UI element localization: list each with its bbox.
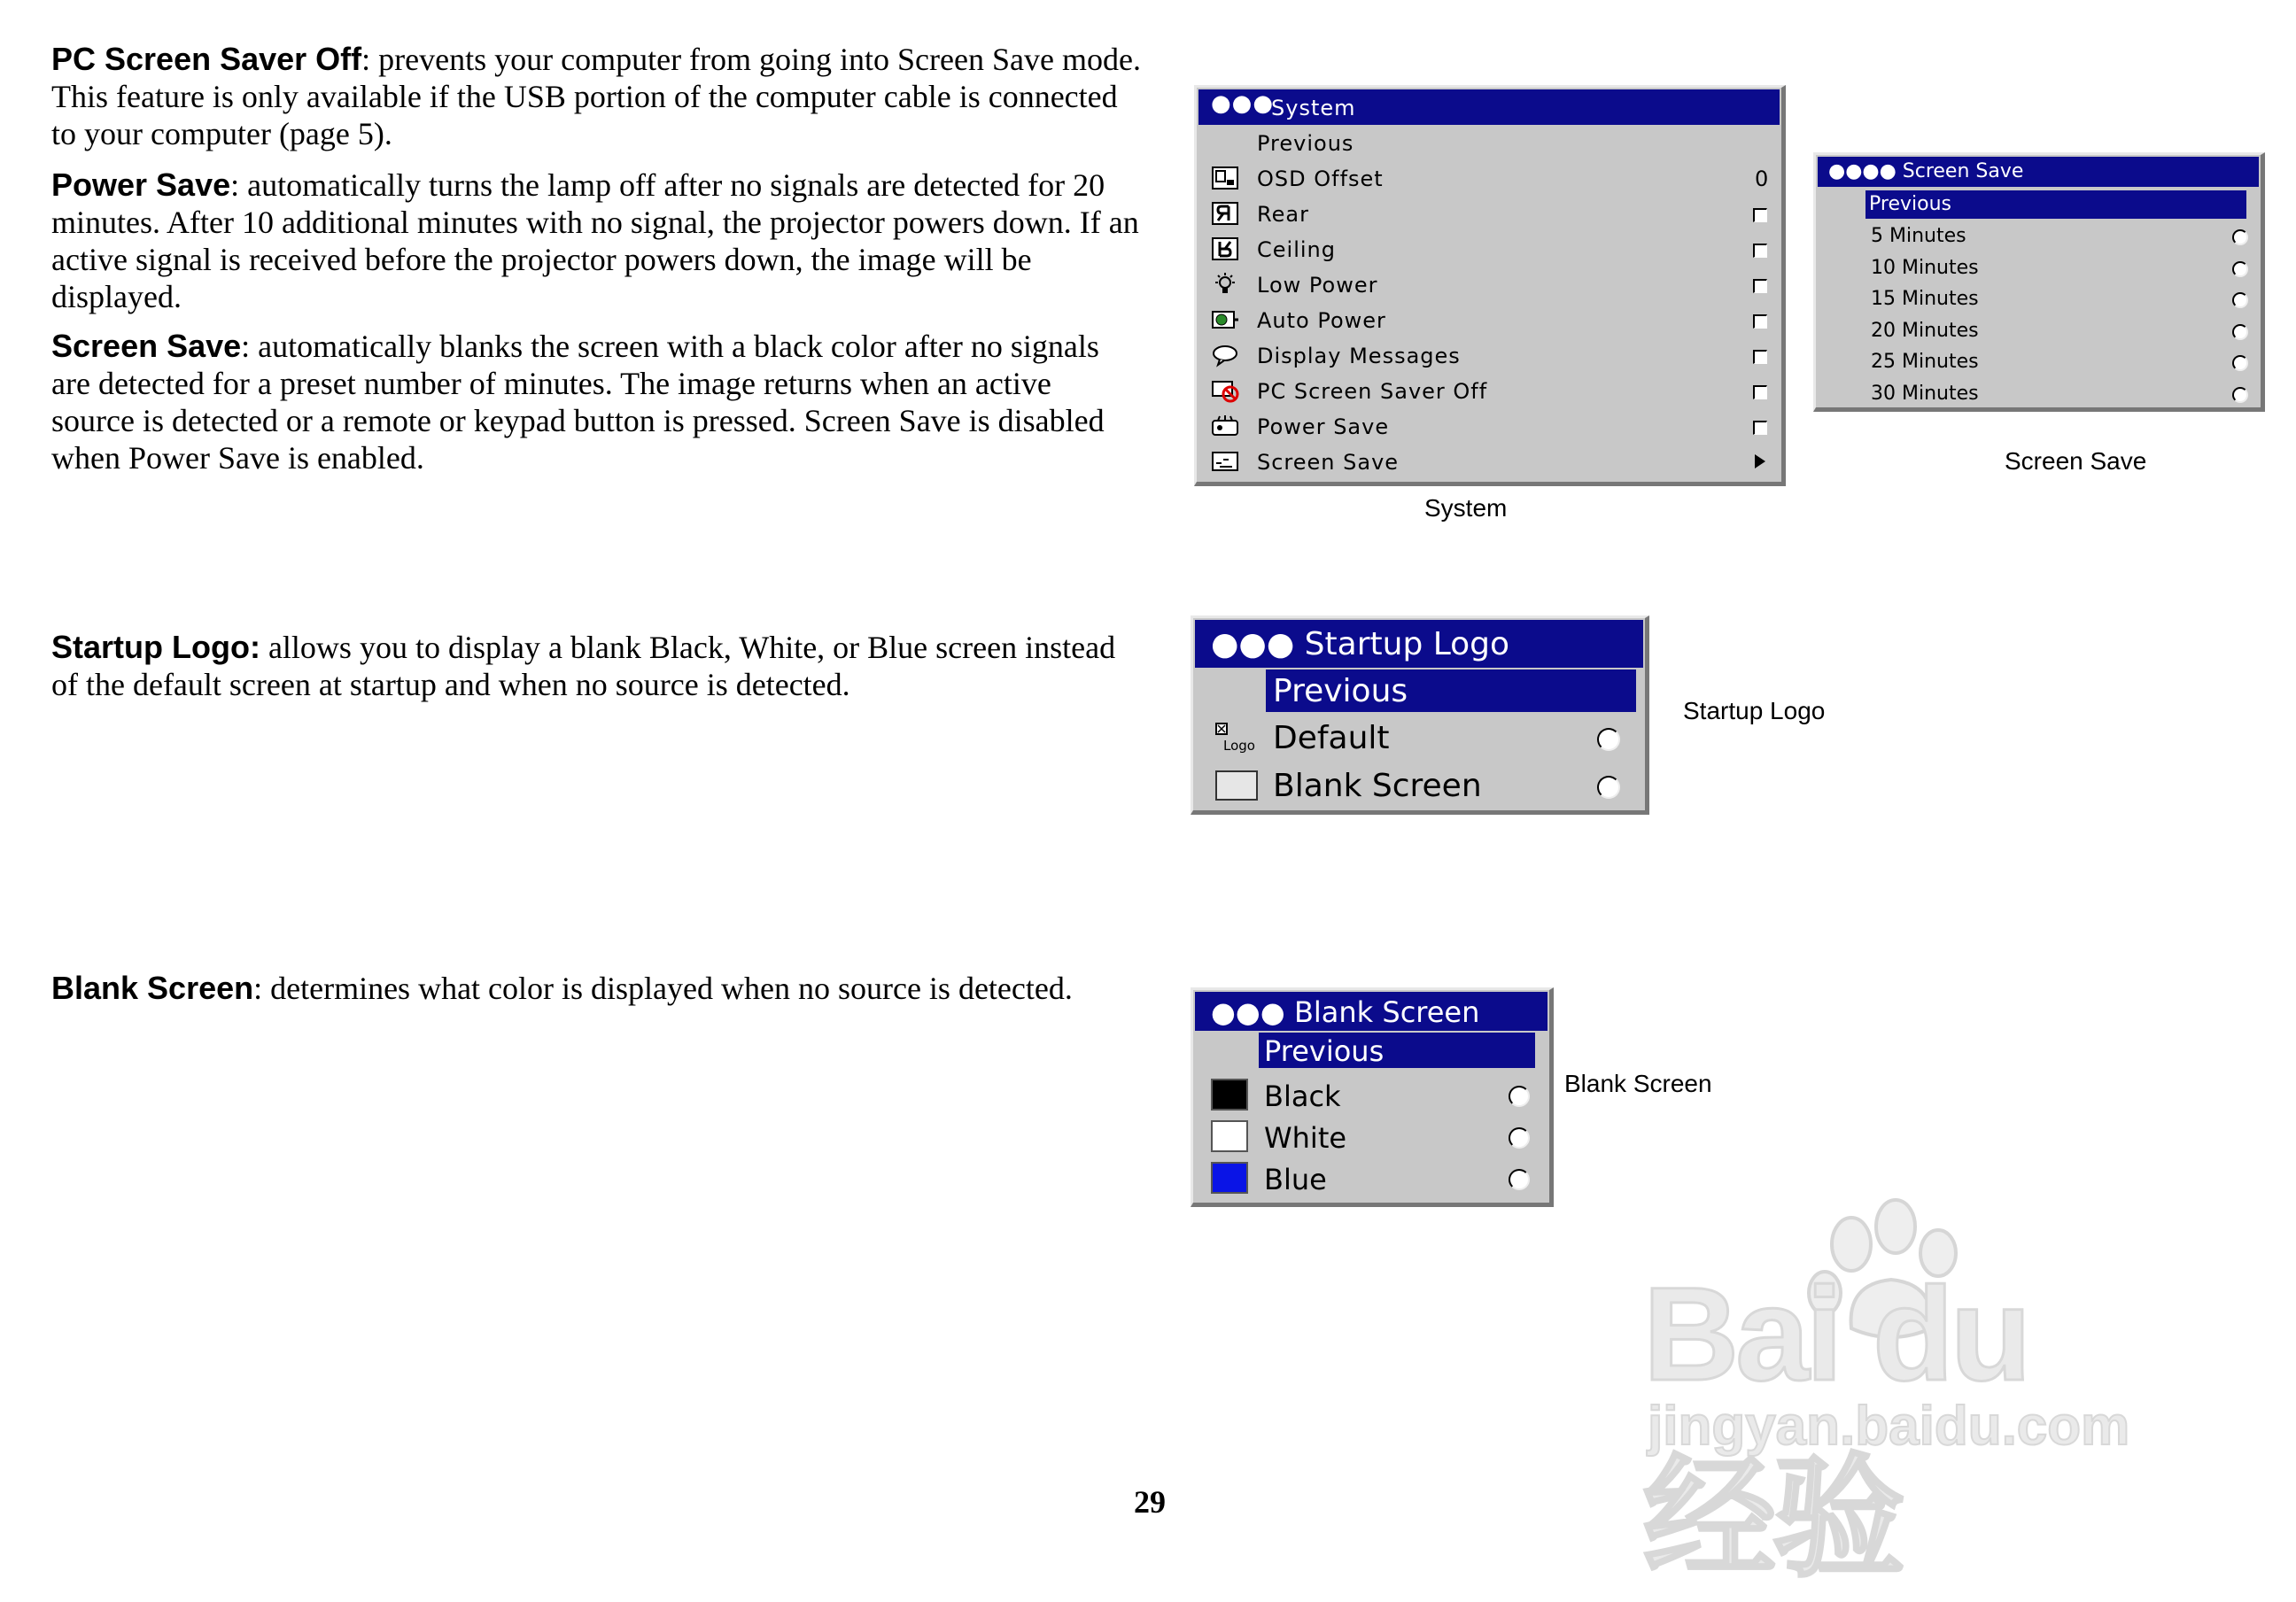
radio-button[interactable]	[1509, 1169, 1530, 1190]
startup-logo-paragraph	[51, 629, 1141, 703]
menu-item-5-minutes[interactable]	[1816, 221, 2261, 252]
menu-item-label: 20 Minutes	[1871, 319, 1979, 342]
menu-item-label: Auto Power	[1257, 308, 1386, 333]
submenu-arrow-icon	[1755, 454, 1765, 468]
radio-button[interactable]	[2232, 292, 2248, 308]
menu-item-label: Previous	[1264, 1034, 1385, 1068]
paragraph-term: Power Save	[51, 166, 231, 203]
menu-item-label: Previous	[1273, 673, 1408, 709]
menu-item-label: Ceiling	[1257, 237, 1336, 262]
menu-item-label: Blue	[1264, 1163, 1327, 1196]
radio-button[interactable]	[2232, 387, 2248, 403]
menu-item-previous[interactable]	[1866, 190, 2246, 219]
menu-item-label: Screen Save	[1257, 450, 1400, 475]
screen-save-icon	[1211, 449, 1239, 474]
menu-item-default[interactable]	[1193, 714, 1645, 762]
screen-save-paragraph	[51, 328, 1141, 476]
menu-item-display-messages[interactable]	[1197, 337, 1781, 373]
display-messages-checkbox[interactable]	[1753, 350, 1767, 364]
menu-item-label: OSD Offset	[1257, 166, 1384, 191]
blank-screen-menu-title-bar	[1195, 992, 1547, 1031]
menu-item-label: White	[1264, 1121, 1347, 1155]
menu-item-screen-save[interactable]	[1197, 444, 1781, 479]
pc-screen-saver-paragraph	[51, 41, 1141, 152]
osd-offset-value: 0	[1755, 166, 1770, 191]
system-menu	[1194, 85, 1786, 486]
menu-dots: ●●●	[1211, 90, 1275, 117]
logo-icon-text: Logo	[1223, 738, 1255, 754]
screen-save-menu-caption: Screen Save	[2005, 447, 2147, 475]
menu-item-power-save[interactable]	[1197, 408, 1781, 444]
blank-screen-menu-caption: Blank Screen	[1564, 1070, 1712, 1097]
menu-item-black[interactable]	[1193, 1075, 1549, 1117]
menu-item-15-minutes[interactable]	[1816, 283, 2261, 315]
radio-button[interactable]	[2232, 324, 2248, 340]
baidu-watermark	[1630, 1196, 2179, 1592]
menu-item-previous[interactable]	[1266, 669, 1636, 712]
radio-button[interactable]	[2232, 229, 2248, 245]
startup-logo-menu-caption: Startup Logo	[1683, 697, 1826, 724]
blue-swatch	[1211, 1162, 1248, 1194]
logo-icon	[1214, 722, 1259, 754]
paragraph-text: allows you to display a blank Black, White, or Blue screen instead of the default screen at startup and when no source is detected.	[51, 630, 1116, 702]
menu-item-label: Display Messages	[1257, 344, 1461, 368]
menu-item-label: 15 Minutes	[1871, 288, 1979, 310]
low-power-icon	[1211, 272, 1239, 297]
rear-icon	[1211, 201, 1239, 226]
power-save-icon	[1211, 414, 1239, 438]
startup-logo-menu	[1191, 615, 1649, 815]
menu-item-label: 25 Minutes	[1871, 351, 1979, 373]
paragraph-text: : determines what color is displayed when no source is detected.	[253, 971, 1073, 1006]
radio-button[interactable]	[1509, 1127, 1530, 1149]
rear-checkbox[interactable]	[1753, 208, 1767, 222]
menu-item-blank-screen[interactable]	[1193, 762, 1645, 809]
menu-item-low-power[interactable]	[1197, 267, 1781, 302]
screen-save-menu-title-bar	[1818, 157, 2259, 187]
menu-item-label: Blank Screen	[1273, 768, 1482, 804]
menu-item-label: Black	[1264, 1080, 1341, 1113]
menu-item-10-minutes[interactable]	[1816, 252, 2261, 284]
display-messages-icon	[1211, 343, 1239, 368]
radio-button[interactable]	[1597, 728, 1620, 751]
menu-item-label: PC Screen Saver Off	[1257, 379, 1488, 404]
menu-item-label: Power Save	[1257, 414, 1390, 439]
menu-item-label: Default	[1273, 720, 1390, 756]
ceiling-icon	[1211, 236, 1239, 261]
paragraph-text: : automatically blanks the screen with a black color after no signals are detected for a preset number of minutes. The image returns when an active source is detected or a remote or keypad button is pressed. Screen Save is disabled when Power Save is enabled.	[51, 329, 1105, 476]
menu-item-previous[interactable]	[1259, 1033, 1535, 1068]
startup-logo-menu-title-bar	[1195, 620, 1643, 668]
menu-item-rear[interactable]	[1197, 196, 1781, 231]
menu-item-auto-power[interactable]	[1197, 302, 1781, 337]
menu-item-ceiling[interactable]	[1197, 231, 1781, 267]
blank-screen-menu	[1191, 987, 1554, 1207]
pc-screen-saver-icon	[1211, 378, 1239, 403]
blank-screen-paragraph	[51, 970, 1141, 1007]
menu-item-label: 30 Minutes	[1871, 382, 1979, 405]
osd-offset-icon	[1211, 166, 1239, 190]
paragraph-term: Blank Screen	[51, 970, 254, 1006]
blank-screen-menu-title: ●●● Blank Screen	[1211, 995, 1480, 1029]
menu-item-previous[interactable]	[1197, 125, 1781, 160]
watermark-url: jingyan.baidu.com	[1648, 1396, 2130, 1457]
menu-item-25-minutes[interactable]	[1816, 346, 2261, 378]
paragraph-text: : prevents your computer from going into Screen Save mode. This feature is only available if the USB portion of the computer cable is connected to your computer (page 5).	[51, 42, 1141, 151]
system-menu-title-bar	[1198, 89, 1780, 125]
radio-button[interactable]	[2232, 355, 2248, 371]
paragraph-text: : automatically turns the lamp off after no signals are detected for 20 minutes. After 10 additional minutes with no signal, the projector powers down. If an active signal is received before the projector powers down, the image will be displayed.	[51, 167, 1139, 314]
menu-item-label: Previous	[1257, 131, 1354, 156]
menu-item-20-minutes[interactable]	[1816, 315, 2261, 347]
power-save-paragraph	[51, 166, 1141, 315]
menu-item-30-minutes[interactable]	[1816, 378, 2261, 410]
menu-item-label: 5 Minutes	[1871, 225, 1966, 247]
menu-item-label: Previous	[1869, 193, 1951, 215]
screen-save-menu-title: ●●●● Screen Save	[1828, 160, 2024, 182]
radio-button[interactable]	[1597, 776, 1620, 799]
menu-item-pc-screen-saver-off[interactable]	[1197, 373, 1781, 408]
menu-item-osd-offset[interactable]	[1197, 160, 1781, 196]
system-menu-caption: System	[1424, 494, 1508, 522]
menu-item-label: Rear	[1257, 202, 1309, 227]
menu-item-label: Low Power	[1257, 273, 1378, 298]
menu-item-label: 10 Minutes	[1871, 256, 1979, 279]
page-number: 29	[1134, 1484, 1166, 1520]
system-menu-title: System	[1271, 96, 1356, 120]
blank-screen-icon	[1214, 770, 1259, 801]
ceiling-checkbox[interactable]	[1753, 244, 1767, 258]
menu-item-white[interactable]	[1193, 1117, 1549, 1158]
paragraph-term: Startup Logo:	[51, 629, 260, 665]
radio-button[interactable]	[2232, 261, 2248, 277]
radio-button[interactable]	[1509, 1086, 1530, 1107]
menu-item-blue[interactable]	[1193, 1158, 1549, 1200]
power-save-checkbox[interactable]	[1753, 421, 1767, 435]
auto-power-checkbox[interactable]	[1753, 314, 1767, 329]
paragraph-term: PC Screen Saver Off	[51, 41, 362, 77]
paragraph-term: Screen Save	[51, 328, 242, 364]
pc-screen-saver-off-checkbox[interactable]	[1753, 385, 1767, 399]
screen-save-menu	[1813, 152, 2265, 412]
black-swatch	[1211, 1079, 1248, 1111]
startup-logo-menu-title: ●●● Startup Logo	[1211, 626, 1510, 662]
auto-power-icon	[1211, 307, 1239, 332]
watermark-brand: Bai du 经验	[1643, 1259, 2028, 1592]
white-swatch	[1211, 1120, 1248, 1152]
low-power-checkbox[interactable]	[1753, 279, 1767, 293]
